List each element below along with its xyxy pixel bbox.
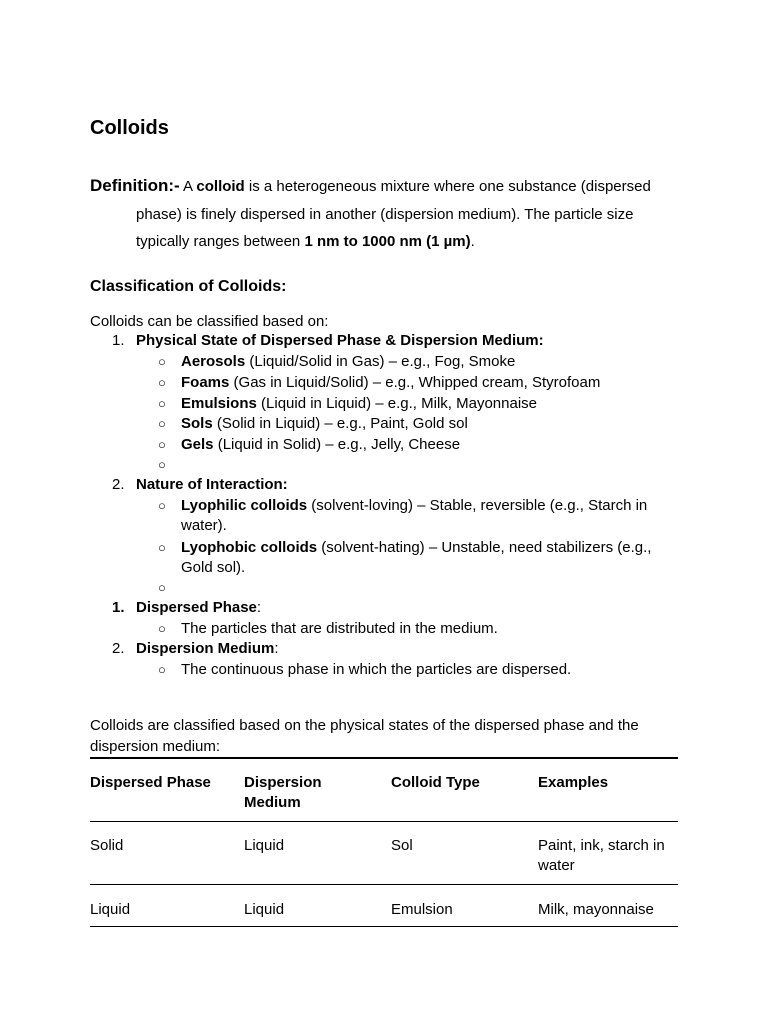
table-cell: Milk, mayonnaise — [538, 901, 654, 918]
colloid-type-desc: (Gas in Liquid/Solid) – e.g., Whipped cream, Styrofoam — [229, 374, 601, 391]
list-item-continuation: water). — [181, 517, 227, 534]
table-cell: Sol — [391, 837, 413, 854]
colon: : — [274, 640, 279, 657]
bullet-icon: ○ — [158, 580, 166, 595]
definition-line-3 — [136, 232, 475, 252]
colloid-type-name: Lyophilic colloids — [181, 497, 308, 514]
bullet-icon: ○ — [158, 498, 166, 513]
bullet-icon: ○ — [158, 621, 166, 636]
colloid-type-name: Foams — [181, 374, 230, 391]
table-cell: Liquid — [244, 837, 285, 854]
table-row-divider — [90, 821, 678, 822]
list-item-dispersion-medium — [136, 639, 279, 659]
list-item-dispersed-phase — [136, 598, 261, 618]
table-cell: Emulsion — [391, 901, 453, 918]
list-item: The particles that are distributed in the medium. — [181, 620, 498, 637]
list-item-physical-state: Physical State of Dispersed Phase & Dispersion Medium: — [136, 332, 544, 349]
colloid-type-desc: (solvent-loving) – Stable, reversible (e.g., Starch in — [307, 497, 648, 514]
definition-line-2: phase) is finely dispersed in another (dispersion medium). The particle size — [136, 206, 634, 223]
definition-line-1 — [90, 176, 651, 197]
list-number: 2. — [112, 640, 125, 657]
definition-label: Definition:- — [90, 176, 180, 195]
list-item — [181, 496, 647, 516]
bullet-icon: ○ — [158, 354, 166, 369]
definition-text: is a heterogeneous mixture where one substance (dispersed — [244, 178, 651, 195]
list-item — [181, 414, 468, 434]
bullet-icon: ○ — [158, 375, 166, 390]
bullet-icon: ○ — [158, 662, 166, 677]
table-intro-line-2: dispersion medium: — [90, 738, 221, 755]
table-cell: Liquid — [90, 901, 131, 918]
definition-text: typically ranges between — [136, 233, 305, 250]
page-title: Colloids — [90, 117, 169, 139]
particle-size-range: 1 nm to 1000 nm (1 µm) — [304, 233, 471, 250]
term-label: Dispersion Medium — [136, 640, 275, 657]
list-item: The continuous phase in which the particles are dispersed. — [181, 661, 572, 678]
colloid-type-desc: (Liquid in Solid) – e.g., Jelly, Cheese — [213, 436, 461, 453]
list-item — [181, 538, 651, 558]
list-number: 1. — [112, 332, 125, 349]
list-item — [181, 373, 600, 393]
colloid-type-desc: (Solid in Liquid) – e.g., Paint, Gold sol — [212, 415, 468, 432]
table-header-colloid-type: Colloid Type — [391, 774, 480, 791]
list-item-nature-of-interaction: Nature of Interaction: — [136, 476, 288, 493]
table-cell: Solid — [90, 837, 124, 854]
cell-line: water — [538, 857, 575, 874]
list-item — [181, 352, 515, 372]
colloid-type-desc: (solvent-hating) – Unstable, need stabilizers (e.g., — [317, 539, 652, 556]
colloid-type-name: Emulsions — [181, 395, 257, 412]
definition-text: A — [179, 178, 197, 195]
classification-intro: Colloids can be classified based on: — [90, 313, 329, 330]
table-header-dispersed-phase: Dispersed Phase — [90, 774, 211, 791]
cell-line: Paint, ink, starch in — [538, 837, 665, 854]
table-bottom-rule — [90, 926, 678, 927]
definition-text: . — [470, 233, 475, 250]
table-row-divider — [90, 884, 678, 885]
bullet-icon: ○ — [158, 416, 166, 431]
definition-term: colloid — [196, 178, 245, 195]
table-cell: Liquid — [244, 901, 285, 918]
colon: : — [256, 599, 262, 616]
bullet-icon: ○ — [158, 540, 166, 555]
classification-heading: Classification of Colloids: — [90, 278, 287, 295]
term-label: Dispersed Phase — [136, 599, 257, 616]
colloid-type-name: Lyophobic colloids — [181, 539, 318, 556]
table-cell — [538, 836, 665, 876]
table-top-rule — [90, 757, 678, 759]
colloid-type-name: Aerosols — [181, 353, 246, 370]
colloid-type-desc: (Liquid in Liquid) – e.g., Milk, Mayonnaise — [256, 395, 538, 412]
list-item-continuation: Gold sol). — [181, 559, 246, 576]
colloid-type-desc: (Liquid/Solid in Gas) – e.g., Fog, Smoke — [245, 353, 516, 370]
table-intro-line-1: Colloids are classified based on the physical states of the dispersed phase and the — [90, 717, 639, 734]
list-item — [181, 394, 537, 414]
bullet-icon: ○ — [158, 396, 166, 411]
header-line: Dispersion — [244, 774, 322, 791]
list-number: 2. — [112, 476, 125, 493]
table-header-examples: Examples — [538, 774, 609, 791]
bullet-icon: ○ — [158, 437, 166, 452]
bullet-icon: ○ — [158, 457, 166, 472]
table-header-dispersion-medium — [244, 773, 322, 813]
list-item — [181, 435, 460, 455]
header-line: Medium — [244, 794, 301, 811]
list-number: 1. — [112, 599, 125, 616]
colloid-type-name: Sols — [181, 415, 213, 432]
colloid-type-name: Gels — [181, 436, 214, 453]
